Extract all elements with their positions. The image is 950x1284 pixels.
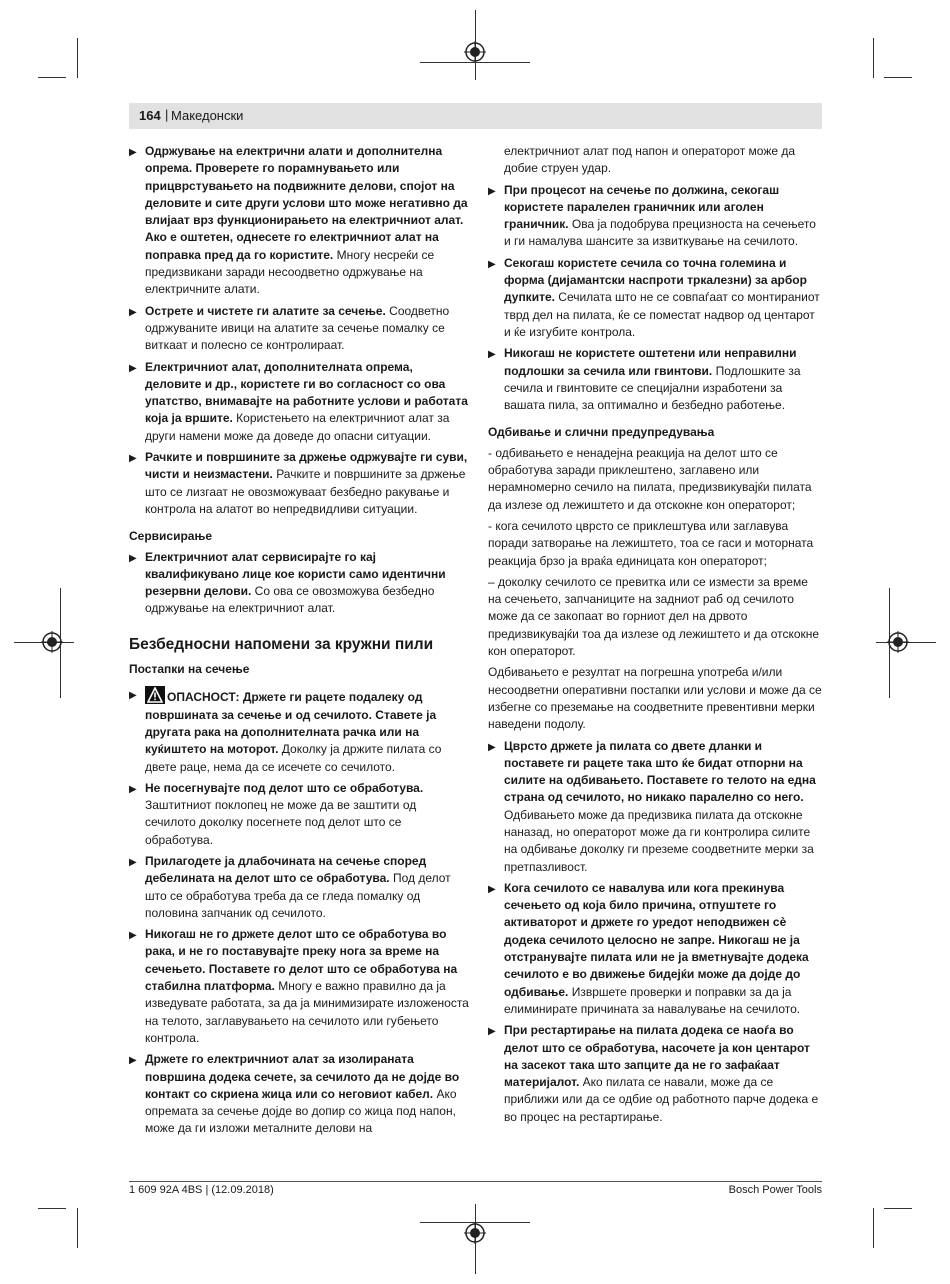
list-item: ▶ Кога сечилото се навалува или кога прекинува сечењето од која било причина, отпуштете го активаторот и држете го уредот неподвижен сè додека сечилото целосно не запре. Никогаш не ја отстранувајте пилата или не ја вметнувајте додека сечилото е во движење бидејќи може да дојде до одбивање. Извршете проверки и поправки за да ја елиминирате причината за навалување на сечилото. [488, 880, 822, 1018]
list-item: ▶ Држете го електричниот алат за изолираната површина додека сечете, за сечилото да не дојде во контакт со скриена жица или со неговиот кабел. Ако опремата за сечење дојде во допир со жица под напон, може да ги изложи металните делови на [129, 1051, 469, 1137]
crop-mark [77, 38, 78, 78]
list-item: ▶ ОПАСНОСТ: Држете ги рацете подалеку од површината за сечење и од сечилото. Ставете ја другата рака на дополнителната рачка или на куќиштето на моторот. Доколку ја држите пилата со двете раце, нема да се исечете со сечилото. [129, 686, 469, 775]
subheading-service: Сервисирање [129, 529, 213, 544]
header-separator: | [165, 107, 169, 122]
list-item: ▶ Електричниот алат сервисирајте го кај квалификувано лице кое користи само идентични резервни делови. Со ова се овозможува безбедно одржување на електричниот алат. [129, 549, 469, 618]
paragraph: – доколку сечилото се превитка или се измести за време на сечењето, запчаниците на задниот раб од сечилото може да се закопаат во горниот дел на дрвото предизвикувајќи тоа да излезе од лежиштето и да отскокне кон операторот. [488, 574, 820, 659]
crop-mark [873, 1208, 874, 1248]
crop-mark [77, 1208, 78, 1248]
crop-mark [884, 1208, 912, 1209]
subheading-kickback: Одбивање и слични предупредувања [488, 425, 715, 440]
continuation-text: електричниот алат под напон и операторот може да добие струен удар. [504, 144, 796, 176]
left-column [129, 143, 469, 1142]
registration-target-icon [464, 1222, 486, 1244]
paragraph: - одбивањето е ненадејна реакција на делот што се обработува заради приклештено, заглавено или нерамномерно сечило на пилата, предизвикувајќи пилата да излезе од лежиштето и да отскокне кон операторот; [488, 445, 812, 512]
registration-target-icon [41, 631, 63, 653]
crop-mark [884, 77, 912, 78]
list-item: ▶ Никогаш не користете оштетени или неправилни подлошки за сечила или гвинтови. Подлошките за сечила и гвинтовите се специјални изработени за вашата пила, за оптимално и безбедно работење. [488, 345, 822, 414]
page-number: 164 [139, 108, 161, 123]
crop-mark [38, 77, 66, 78]
list-item: ▶ Прилагодете ја длабочината на сечење според дебелината на делот што се обработува. Под делот што се обработува треба да се гледа помалку од половина запчаник од сечилото. [129, 853, 469, 922]
paragraph: Одбивањето е резултат на погрешна употреба и/или несоодветни оперативни постапки или услови и може да се избегне со преземање на соодветните превентивни мерки наведени подолу. [488, 665, 822, 732]
crop-mark [38, 1208, 66, 1209]
list-item: ▶ При процесот на сечење по должина, секогаш користете паралелен граничник или аголен граничник. Ова ја подобрува прецизноста на сечењето и ги намалува шансите за извиткување на сечилото. [488, 182, 822, 251]
footer-rule [129, 1181, 822, 1182]
list-item: ▶ Острете и чистете ги алатите за сечење. Соодветно одржуваните ивици на алатите за сечење помалку се виткаат и полесно се контролираат. [129, 303, 469, 355]
warning-triangle-icon [145, 686, 165, 704]
footer-doc-number: 1 609 92A 4BS | (12.09.2018) [129, 1184, 274, 1196]
list-item: ▶ Секогаш користете сечила со точна големина и форма (дијамантски наспроти тркалезни) за арбор дупките. Сечилата што не се совпаѓаат со монтираниот тврд дел на пилата, ќе се поместат надвор од центарот и ќе изгубите контрола. [488, 255, 822, 341]
paragraph: - кога сечилото цврсто се приклештува или заглавува поради затворање на лежиштето, тоа се гаси и моторната реакција брзо ја враќа единицата кон операторот; [488, 518, 814, 568]
list-item: ▶ Рачките и површините за држење одржувајте ги суви, чисти и неизмастени. Рачките и површините за држење што се лизгаат не овозможуваат безбедно ракување и контрола на алатот во непредвидливи ситуации. [129, 449, 469, 518]
list-item: ▶ Електричниот алат, дополнителната опрема, деловите и др., користете ги во согласност со ова упатство, внимавајте на работните услови и работата која ја вршите. Користењето на електричниот алат за други намени може да доведе до опасни ситуации. [129, 359, 469, 445]
registration-target-icon [464, 41, 486, 63]
footer-brand: Bosch Power Tools [728, 1184, 822, 1196]
section-title: Безбедносни напомени за кружни пили [129, 635, 434, 653]
header-language: Македонски [171, 108, 244, 123]
right-column [488, 143, 822, 1130]
list-item: ▶ Никогаш не го држете делот што се обработува во рака, и не го поставувајте преку нога за време на сечењето. Поставете го делот што се обработува на стабилна платформа. Многу е важно правилно да ја изведувате работата, за да ја минимизирате изложеноста на телото, заглавувањето на сечилото или губењето контрола. [129, 926, 469, 1047]
crop-mark [873, 38, 874, 78]
list-item: ▶ При рестартирање на пилата додека се наоѓа во делот што се обработува, насочете ја кон центарот на засекот така што запците да не го зафаќаат материјалот. Ако пилата се навали, може да се приближи или да се одбие од работното парче додека е во процес на рестартирање. [488, 1022, 822, 1126]
page-header [129, 103, 822, 129]
subheading-cutting: Постапки на сечење [129, 662, 250, 677]
list-item: ▶ Не посегнувајте под делот што се обработува. Заштитниот поклопец не може да ве заштити од сечилото доколку посегнете под делот што се обработува. [129, 780, 469, 849]
list-item: ▶ Одржување на електрични алати и дополнителна опрема. Проверете го порамнувањето или прицврстувањето на подвижните делови, спојот на деловите и сите други услови што може негативно да влијаат врз функционирањето на електричниот алат. Ако е оштетен, однесете го електричниот алат на поправка пред да го користите. Многу несреќи се предизвикани заради несоодветно одржување на електричните алати. [129, 143, 469, 299]
list-item: ▶ Цврсто држете ја пилата со двете дланки и поставете ги рацете така што ќе бидат отпорни на силите на одбивањето. Поставете го телото на една страна од сечилото, но никако паралелно со него. Одбивањето може да предизвика пилата да отскокне наназад, но операторот може да ги контролира силите на одбивање доколку ги преземе соодветните мерки за претпазливост. [488, 738, 822, 876]
registration-target-icon [887, 631, 909, 653]
